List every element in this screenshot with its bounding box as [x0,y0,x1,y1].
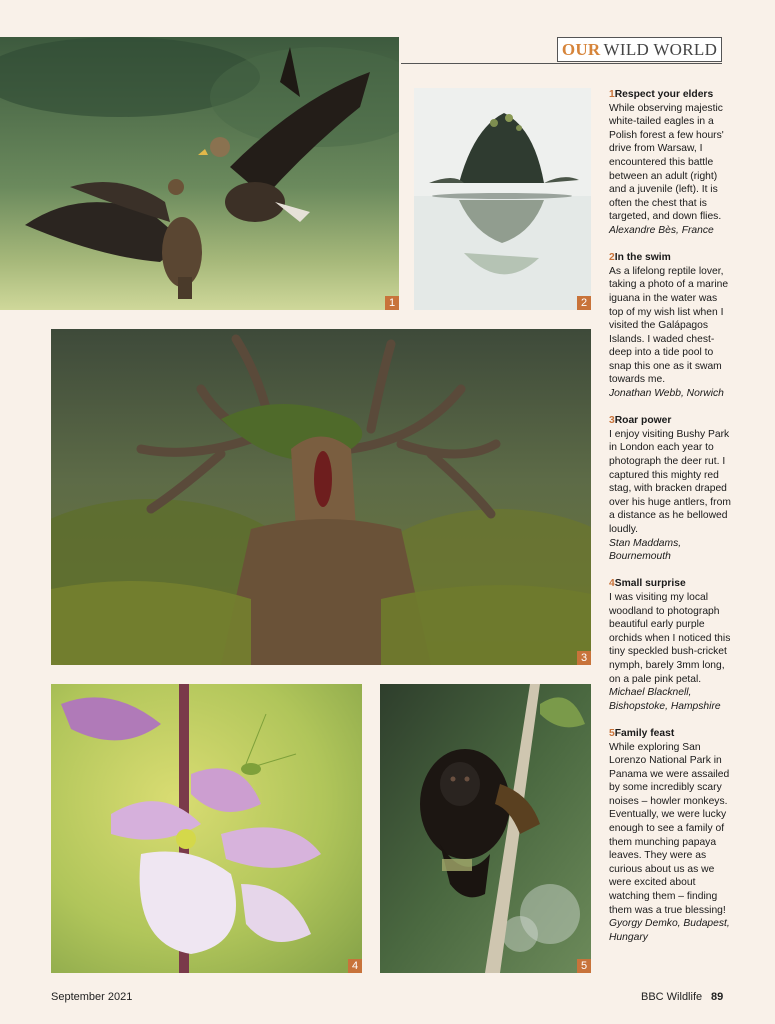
caption-body: I enjoy visiting Bushy Park in London each year to photograph the deer rut. I captured this mighty red stag, with bracken draped over his huge antlers, from a distance as he bellowed loudly. [609,428,731,535]
caption-title: Family feast [614,727,675,739]
photo-eagles [0,37,399,310]
caption-title: In the swim [614,252,671,264]
caption-1 [609,88,731,238]
caption-4 [609,577,731,713]
captions-column [609,88,731,958]
caption-title: Respect your elders [614,89,714,100]
caption-number: 2 [609,252,615,264]
caption-body: As a lifelong reptile lover, taking a photo of a marine iguana in the water was top of my wish list when I visited the Galápagos Islands. I waded chest-deep into a tide pool to snap this one as it swam towards me. [609,265,729,386]
caption-credit: Jonathan Webb, Norwich [609,388,724,400]
photo-number-1: 1 [385,296,399,310]
section-title: WILD WORLD [603,39,718,59]
caption-number: 4 [609,578,615,590]
photo-iguana [414,88,591,310]
caption-body: While exploring San Lorenzo National Park in Panama we were assailed by some incredibly scary noises – howler monkeys. Eventually, we were lucky enough to see a family of them munching papaya leaves. They were as curious about us as we were excited about watching them – finding them was a true blessing! [609,741,730,916]
photo-howler-monkey [380,684,591,973]
header-rule [401,63,722,64]
caption-2 [609,251,731,401]
photo-number-5: 5 [577,959,591,973]
caption-body: While observing majestic white-tailed eagles in a Polish forest a few hours' drive from Warsaw, I encountered this battle between an adult (right) and a juvenile (left). It is often the chest that is targeted, and down flies. [609,102,724,223]
caption-3 [609,414,731,564]
caption-title: Small surprise [614,578,686,590]
photo-orchid [51,684,362,973]
section-prefix: OUR [561,39,601,59]
section-header [557,37,722,62]
caption-number: 3 [609,415,615,427]
caption-5 [609,727,731,945]
caption-credit: Stan Maddams, Bournemouth [609,537,682,563]
caption-credit: Alexandre Bès, France [609,224,714,236]
caption-body: I was visiting my local woodland to photograph beautiful early purple orchids when I noticed this tiny speckled bush-cricket nymph, barely 3mm long, on a pale pink petal. [609,591,731,685]
photo-number-4: 4 [348,959,362,973]
photo-number-3: 3 [577,651,591,665]
caption-credit: Gyorgy Demko, Budapest, Hungary [609,918,730,943]
page-number: 89 [711,991,724,1003]
photo-stag [51,329,591,665]
caption-title: Roar power [614,415,672,427]
footer-magazine: BBC Wildlife [641,991,703,1003]
caption-credit: Michael Blacknell, Bishopstoke, Hampshire [609,687,721,712]
footer-date: September 2021 [51,991,133,1003]
caption-number: 5 [609,727,615,739]
photo-number-2: 2 [577,296,591,310]
caption-number: 1 [609,89,615,100]
